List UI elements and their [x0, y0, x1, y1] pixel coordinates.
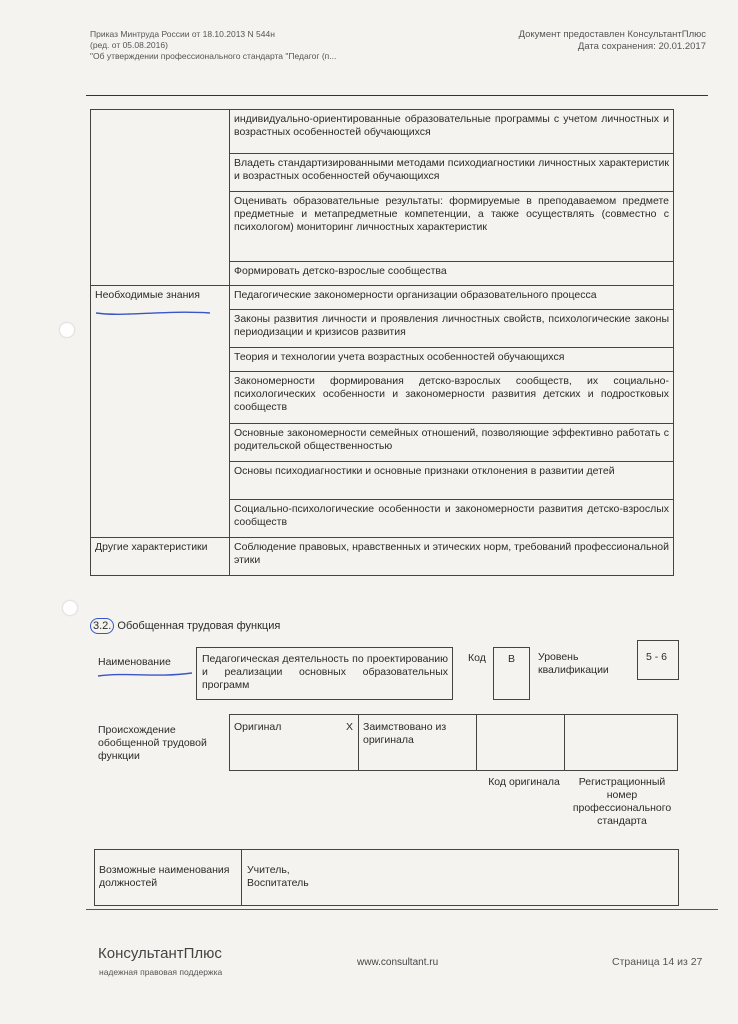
function-name-label: Наименование: [98, 656, 171, 668]
page-number: Страница 14 из 27: [612, 956, 703, 968]
positions-divider: [241, 849, 242, 906]
table-row: [91, 286, 674, 310]
header-order-line: Приказ Минтруда России от 18.10.2013 N 544н: [90, 29, 275, 39]
function-name-value: Педагогическая деятельность по проектированию и реализации основных образовательных программ: [202, 653, 448, 691]
code-original-caption: Код оригинала: [488, 776, 560, 788]
brand-tagline: надежная правовая поддержка: [99, 967, 223, 977]
row-label: [91, 110, 230, 286]
borrowed-label: Заимствовано из оригинала: [363, 721, 447, 746]
row-text: Владеть стандартизированными методами психодиагностики личностных характеристик и возрастных особенностей обучающихся: [230, 154, 674, 192]
knowledge-label: Необходимые знания: [91, 286, 230, 538]
punch-hole: [60, 323, 74, 337]
code-box: [493, 647, 530, 700]
origin-divider: [564, 714, 565, 771]
positions-value-1: Учитель,: [247, 864, 290, 876]
row-text: Социально-психологические особенности и закономерности развития детско-взрослых сообществ: [230, 500, 674, 538]
reg-number-caption: Регистрационный номер профессионального стандарта: [572, 776, 672, 827]
document-header-right: [519, 29, 706, 53]
row-text: индивидуально-ориентированные образовательные программы с учетом личностных и возрастных особенностей обучающихся: [230, 110, 674, 154]
punch-hole: [63, 601, 77, 615]
section-title: Обобщенная трудовая функция: [117, 620, 281, 632]
table-row: [91, 110, 674, 154]
row-text: Основы психодиагностики и основные признаки отклонения в развитии детей: [230, 462, 674, 500]
positions-label: Возможные наименования должностей: [99, 864, 230, 889]
header-title-line: "Об утверждении профессионального стандарта "Педагог (п...: [90, 51, 337, 61]
header-edition-line: (ред. от 05.08.2016): [90, 40, 168, 50]
original-mark: X: [346, 721, 354, 733]
function-name-box: [196, 647, 453, 700]
code-value: В: [508, 653, 516, 665]
positions-value-2: Воспитатель: [247, 877, 309, 889]
row-text: Законы развития личности и проявления личностных свойств, психологические законы периодизации и кризисов развития: [230, 310, 674, 348]
origin-divider: [476, 714, 477, 771]
code-label: Код: [468, 652, 486, 664]
row-text: Закономерности формирования детско-взрослых сообществ, их социально-психологических особенности и закономерности развития детских и подростковых сообществ: [230, 372, 674, 424]
table-row: [91, 538, 674, 576]
section-heading: [90, 618, 280, 634]
origin-label: Происхождение обобщенной трудовой функции: [98, 724, 207, 762]
brand-logo-text: КонсультантПлюс: [98, 945, 222, 962]
row-text: Основные закономерности семейных отношений, позволяющие эффективно работать с родительской общественностью: [230, 424, 674, 462]
row-text: Теория и технологии учета возрастных особенностей обучающихся: [230, 348, 674, 372]
header-provider-line: Документ предоставлен КонсультантПлюс: [518, 29, 706, 40]
origin-divider: [358, 714, 359, 771]
row-text: Соблюдение правовых, нравственных и этических норм, требований профессиональной этики: [230, 538, 674, 576]
level-label: Уровень квалификации: [538, 651, 609, 676]
other-characteristics-label: Другие характеристики: [91, 538, 230, 576]
origin-box: [229, 714, 678, 771]
footer-divider: [86, 909, 718, 910]
competency-table: [90, 109, 674, 576]
level-box: [637, 640, 679, 680]
row-text: Формировать детско-взрослые сообщества: [230, 262, 674, 286]
ink-underline: [96, 670, 196, 680]
document-header-left: [90, 29, 390, 62]
row-text: Педагогические закономерности организации образовательного процесса: [230, 286, 674, 310]
row-text: Оценивать образовательные результаты: формируемые в преподаваемом предмете предметные и метапредметные компетенции, а также осуществлять (совместно с психологом) мониторинг личностных характеристик: [230, 192, 674, 262]
positions-box: [94, 849, 679, 906]
header-divider: [86, 95, 708, 96]
original-label: Оригинал: [234, 721, 282, 733]
level-value: 5 - 6: [646, 651, 668, 663]
site-link[interactable]: www.consultant.ru: [357, 957, 439, 968]
section-number: 3.2.: [90, 618, 114, 634]
header-date-line: Дата сохранения: 20.01.2017: [577, 41, 706, 52]
ink-underline: [94, 308, 214, 318]
